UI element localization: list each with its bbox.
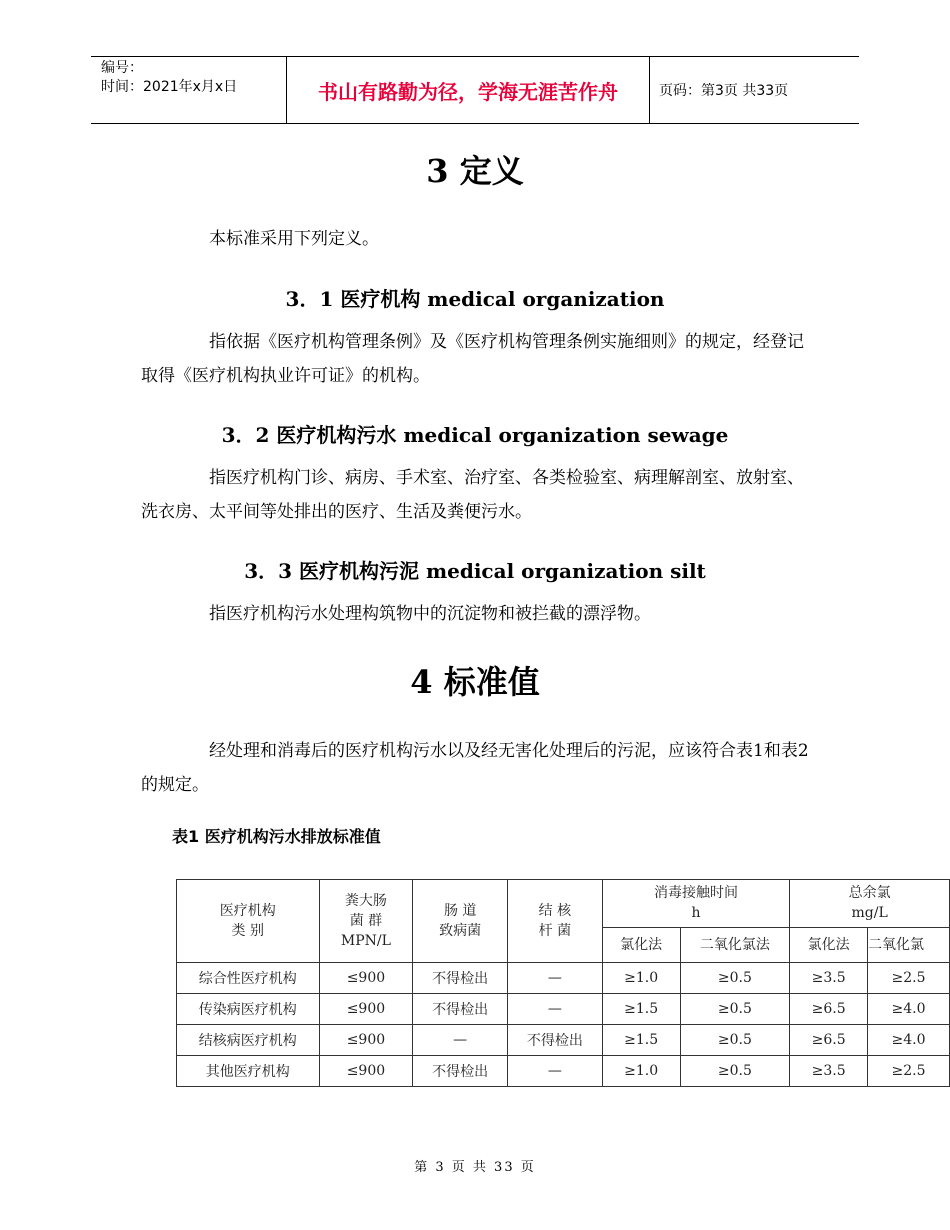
header-residual-chlorine: 总余氯 mg/L — [790, 880, 950, 928]
table-cell: ≥2.5 — [868, 1056, 950, 1087]
header-chlorine-method: 氯化法 — [790, 927, 868, 962]
table-cell: ≥2.5 — [868, 963, 950, 994]
section-4-text: 经处理和消毒后的医疗机构污水以及经无害化处理后的污泥，应该符合表1和表2的规定。 — [141, 741, 809, 795]
header-contact-time: 消毒接触时间 h — [602, 880, 790, 928]
definition-3-2-heading: 3．2 医疗机构污水 medical organization sewage — [221, 423, 729, 447]
page-footer: 第 3 页 共 33 页 — [414, 1160, 536, 1175]
table-cell: ≤900 — [319, 1025, 413, 1056]
table-cell: ≤900 — [319, 963, 413, 994]
header-dioxide-method: 二氧化氯法 — [680, 927, 790, 962]
table-cell: ≥1.0 — [602, 1056, 680, 1087]
table-row — [177, 1025, 950, 1056]
table-cell: ≥0.5 — [680, 1056, 790, 1087]
table-cell: ≤900 — [319, 994, 413, 1025]
definition-3-1-text: 指依据《医疗机构管理条例》及《医疗机构管理条例实施细则》的规定，经登记取得《医疗机构执业许可证》的机构。 — [141, 332, 804, 386]
table-cell: 结核病医疗机构 — [177, 1025, 320, 1056]
table-cell: ≥6.5 — [790, 1025, 868, 1056]
table-row — [177, 994, 950, 1025]
header-chlorine-method: 氯化法 — [602, 927, 680, 962]
table-cell: 不得检出 — [413, 1056, 508, 1087]
table-cell: — — [508, 994, 603, 1025]
table-cell: 不得检出 — [413, 963, 508, 994]
header-coliform: 粪大肠 菌 群 MPN/L — [319, 880, 413, 963]
definition-3-2-text: 指医疗机构门诊、病房、手术室、治疗室、各类检验室、病理解剖室、放射室、洗衣房、太平间等处排出的医疗、生活及粪便污水。 — [141, 468, 804, 522]
table-row — [177, 1056, 950, 1087]
definition-3-1-heading: 3．1 医疗机构 medical organization — [285, 287, 665, 311]
definition-3-3-text: 指医疗机构污水处理构筑物中的沉淀物和被拦截的漂浮物。 — [209, 604, 651, 624]
table-cell: — — [508, 963, 603, 994]
table-1 — [176, 879, 950, 1087]
table-cell: ≥1.0 — [602, 963, 680, 994]
header-pathogen: 肠 道 致病菌 — [413, 880, 508, 963]
table-cell: ≥0.5 — [680, 963, 790, 994]
table-cell: ≥1.5 — [602, 994, 680, 1025]
header-meta — [101, 59, 237, 97]
section-3-title: 3 定义 — [426, 152, 524, 190]
header-dioxide-method: 二氧化氯 — [868, 927, 950, 962]
header-tb: 结 核 杆 菌 — [508, 880, 603, 963]
table-cell: ≥0.5 — [680, 994, 790, 1025]
table-cell: ≥4.0 — [868, 1025, 950, 1056]
table-cell: 不得检出 — [413, 994, 508, 1025]
table-cell: 传染病医疗机构 — [177, 994, 320, 1025]
table-cell: — — [413, 1025, 508, 1056]
table-cell: ≥3.5 — [790, 963, 868, 994]
number-label: 编号： — [101, 60, 143, 76]
section-3-intro: 本标准采用下列定义。 — [209, 229, 379, 249]
header-divider — [649, 57, 650, 123]
table-row — [177, 963, 950, 994]
table-cell: ≥1.5 — [602, 1025, 680, 1056]
section-4-title: 4 标准值 — [410, 663, 540, 701]
table-cell: ≥0.5 — [680, 1025, 790, 1056]
table-cell: 综合性医疗机构 — [177, 963, 320, 994]
table-cell: 不得检出 — [508, 1025, 603, 1056]
header-motto: 书山有路勤为径，学海无涯苦作舟 — [318, 79, 618, 104]
table-cell: ≥6.5 — [790, 994, 868, 1025]
header-page-info: 页码：第3页 共33页 — [659, 83, 789, 99]
time-label: 时间：2021年x月x日 — [101, 79, 238, 95]
table-cell: ≥4.0 — [868, 994, 950, 1025]
table-1-caption: 表1 医疗机构污水排放标准值 — [172, 827, 381, 846]
page-header — [91, 56, 859, 124]
table-cell: 其他医疗机构 — [177, 1056, 320, 1087]
header-type: 医疗机构 类 别 — [177, 880, 320, 963]
table-cell: — — [508, 1056, 603, 1087]
table-cell: ≤900 — [319, 1056, 413, 1087]
definition-3-3-heading: 3．3 医疗机构污泥 medical organization silt — [244, 559, 706, 583]
table-cell: ≥3.5 — [790, 1056, 868, 1087]
